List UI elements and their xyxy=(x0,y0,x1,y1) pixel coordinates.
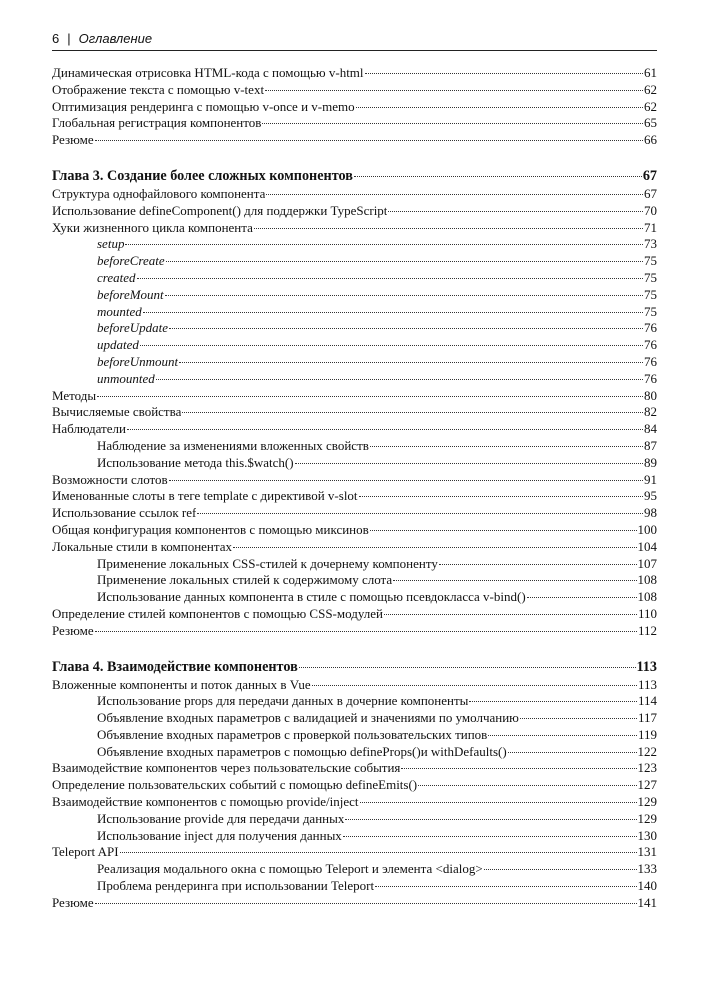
entry-title: Отображение текста с помощью v-text xyxy=(52,81,265,97)
toc-entry[interactable] xyxy=(52,287,657,304)
entry-page-number: 117 xyxy=(637,710,657,726)
toc-entry[interactable] xyxy=(52,421,657,438)
entry-page-number: 140 xyxy=(637,878,657,894)
entry-page-number: 76 xyxy=(644,320,657,336)
dot-leader xyxy=(169,328,643,329)
dot-leader xyxy=(165,295,643,296)
entry-page-number: 113 xyxy=(637,676,657,692)
entry-title: beforeMount xyxy=(97,286,164,302)
toc-entry[interactable] xyxy=(52,710,657,727)
dot-leader xyxy=(365,73,643,74)
entry-title: Использование props для передачи данных в дочерние компоненты xyxy=(97,693,469,709)
header-separator: | xyxy=(67,31,71,46)
dot-leader xyxy=(156,379,643,380)
dot-leader xyxy=(354,176,642,177)
entry-page-number: 70 xyxy=(644,202,657,218)
entry-title: Резюме xyxy=(52,894,94,910)
toc-entry[interactable] xyxy=(52,505,657,522)
dot-leader xyxy=(508,752,637,753)
toc-entry[interactable] xyxy=(52,472,657,489)
entry-page-number: 65 xyxy=(644,115,657,131)
toc-entry[interactable] xyxy=(52,760,657,777)
entry-page-number: 123 xyxy=(637,760,657,776)
entry-page-number: 131 xyxy=(637,844,657,860)
entry-title: Методы xyxy=(52,387,97,403)
entry-title: Общая конфигурация компонентов с помощью миксинов xyxy=(52,521,369,537)
entry-page-number: 112 xyxy=(637,622,657,638)
entry-page-number: 108 xyxy=(637,572,657,588)
toc-entry[interactable] xyxy=(52,744,657,761)
toc-entry[interactable] xyxy=(52,556,657,573)
entry-page-number: 76 xyxy=(644,353,657,369)
entry-page-number: 82 xyxy=(644,404,657,420)
entry-title: Объявление входных параметров с проверкой пользовательских типов xyxy=(97,726,488,742)
dot-leader xyxy=(137,278,644,279)
entry-title: Локальные стили в компонентах xyxy=(52,538,233,554)
dot-leader xyxy=(95,631,637,632)
dot-leader xyxy=(356,107,643,108)
dot-leader xyxy=(140,345,643,346)
entry-page-number: 129 xyxy=(637,810,657,826)
entry-page-number: 89 xyxy=(644,454,657,470)
entry-title: Определение стилей компонентов с помощью CSS-модулей xyxy=(52,605,383,621)
toc-entry[interactable] xyxy=(52,572,657,589)
toc-entry[interactable] xyxy=(52,828,657,845)
toc-entry[interactable] xyxy=(52,589,657,606)
entry-title: Реализация модального окна с помощью Teleport и элемента <dialog> xyxy=(97,861,483,877)
entry-page-number: 114 xyxy=(637,693,657,709)
toc-entry[interactable] xyxy=(52,455,657,472)
toc-entry[interactable] xyxy=(52,895,657,912)
entry-page-number: 61 xyxy=(644,65,657,80)
entry-title: Хуки жизненного цикла компонента xyxy=(52,219,253,235)
entry-title: Объявление входных параметров с валидацией и значениями по умолчанию xyxy=(97,710,519,726)
entry-page-number: 62 xyxy=(644,81,657,97)
entry-title: Именованные слоты в теге template с директивой v-slot xyxy=(52,488,358,504)
entry-page-number: 100 xyxy=(637,521,657,537)
entry-title: beforeUpdate xyxy=(97,320,168,336)
toc-entry[interactable] xyxy=(52,115,657,132)
dot-leader xyxy=(295,463,643,464)
toc-entry[interactable] xyxy=(52,777,657,794)
entry-title: Использование provide для передачи данных xyxy=(97,810,345,826)
dot-leader xyxy=(401,768,636,769)
entry-title: Наблюдатели xyxy=(52,421,126,437)
dot-leader xyxy=(299,667,636,668)
entry-page-number: 87 xyxy=(644,437,657,453)
toc-entry[interactable] xyxy=(52,878,657,895)
entry-title: Применение локальных стилей к содержимому слота xyxy=(97,572,393,588)
entry-page-number: 107 xyxy=(637,555,657,571)
entry-title: setup xyxy=(97,236,125,252)
toc-entry[interactable] xyxy=(52,270,657,287)
entry-page-number: 75 xyxy=(644,269,657,285)
dot-leader xyxy=(312,685,637,686)
entry-title: unmounted xyxy=(97,370,155,386)
dot-leader xyxy=(95,903,637,904)
entry-title: mounted xyxy=(97,303,142,319)
toc-entry[interactable] xyxy=(52,253,657,270)
entry-page-number: 71 xyxy=(644,219,657,235)
toc-entry[interactable] xyxy=(52,539,657,556)
dot-leader xyxy=(179,362,643,363)
toc-entry[interactable] xyxy=(52,677,657,694)
toc-entry[interactable] xyxy=(52,65,657,82)
toc-entry[interactable] xyxy=(52,388,657,405)
dot-leader xyxy=(143,312,643,313)
entry-page-number: 95 xyxy=(644,488,657,504)
entry-page-number: 110 xyxy=(637,605,657,621)
entry-title: updated xyxy=(97,337,139,353)
entry-title: Применение локальных CSS-стилей к дочернему компоненту xyxy=(97,555,438,571)
dot-leader xyxy=(375,886,636,887)
toc-entry[interactable] xyxy=(52,861,657,878)
entry-title: Оптимизация рендеринга с помощью v-once и v-memo xyxy=(52,98,355,114)
dot-leader xyxy=(469,701,637,702)
toc-entry[interactable] xyxy=(52,99,657,116)
dot-leader xyxy=(360,802,637,803)
toc-entry[interactable] xyxy=(52,132,657,149)
dot-leader xyxy=(169,480,643,481)
dot-leader xyxy=(266,194,643,195)
dot-leader xyxy=(127,429,643,430)
toc-entry[interactable] xyxy=(52,404,657,421)
toc-entry[interactable] xyxy=(52,438,657,455)
dot-leader xyxy=(359,496,643,497)
dot-leader xyxy=(233,547,636,548)
entry-page-number: 75 xyxy=(644,286,657,302)
entry-page-number: 133 xyxy=(637,861,657,877)
dot-leader xyxy=(439,564,637,565)
dot-leader xyxy=(197,513,643,514)
toc-chapter-entry[interactable] xyxy=(52,167,657,186)
toc-entry[interactable] xyxy=(52,693,657,710)
dot-leader xyxy=(343,836,637,837)
entry-page-number: 119 xyxy=(637,726,657,742)
entry-page-number: 84 xyxy=(644,421,657,437)
header-title: Оглавление xyxy=(78,31,153,46)
entry-title: Определение пользовательских событий с помощью defineEmits() xyxy=(52,777,418,793)
toc-entry[interactable] xyxy=(52,522,657,539)
dot-leader xyxy=(370,530,637,531)
dot-leader xyxy=(265,90,643,91)
dot-leader xyxy=(370,446,643,447)
toc-chapter-entry[interactable] xyxy=(52,658,657,677)
toc-entry[interactable] xyxy=(52,203,657,220)
toc-entry[interactable] xyxy=(52,794,657,811)
entry-page-number: 122 xyxy=(637,743,657,759)
toc-entry[interactable] xyxy=(52,304,657,321)
entry-title: Глава 3. Создание более сложных компонентов xyxy=(52,167,353,184)
dot-leader xyxy=(254,228,643,229)
dot-leader xyxy=(384,614,637,615)
entry-title: Наблюдение за изменениями вложенных свойств xyxy=(97,437,369,453)
entry-page-number: 130 xyxy=(637,827,657,843)
entry-page-number: 129 xyxy=(637,794,657,810)
entry-page-number: 76 xyxy=(644,370,657,386)
dot-leader xyxy=(262,123,643,124)
dot-leader xyxy=(125,244,643,245)
entry-page-number: 75 xyxy=(644,253,657,269)
entry-title: Резюме xyxy=(52,622,94,638)
entry-page-number: 104 xyxy=(637,538,657,554)
dot-leader xyxy=(484,869,637,870)
entry-page-number: 98 xyxy=(644,505,657,521)
dot-leader xyxy=(345,819,636,820)
section-gap xyxy=(52,149,657,167)
entry-title: Резюме xyxy=(52,132,94,148)
entry-page-number: 80 xyxy=(644,387,657,403)
entry-title: Использование inject для получения данных xyxy=(97,827,342,843)
entry-page-number: 113 xyxy=(636,658,657,675)
entry-page-number: 108 xyxy=(637,589,657,605)
entry-title: Глобальная регистрация компонентов xyxy=(52,115,262,131)
toc-entry[interactable] xyxy=(52,82,657,99)
entry-title: Вычисляемые свойства xyxy=(52,404,182,420)
entry-page-number: 141 xyxy=(637,894,657,910)
entry-title: created xyxy=(97,269,136,285)
entry-title: beforeUnmount xyxy=(97,353,179,369)
dot-leader xyxy=(95,140,643,141)
entry-title: Глава 4. Взаимодействие компонентов xyxy=(52,658,298,675)
entry-title: Teleport API xyxy=(52,844,119,860)
toc-entry[interactable] xyxy=(52,236,657,253)
dot-leader xyxy=(488,735,637,736)
entry-page-number: 66 xyxy=(644,132,657,148)
entry-page-number: 91 xyxy=(644,471,657,487)
dot-leader xyxy=(393,580,636,581)
dot-leader xyxy=(182,412,643,413)
entry-title: Взаимодействие компонентов с помощью provide/inject xyxy=(52,794,359,810)
entry-title: Проблема рендеринга при использовании Teleport xyxy=(97,878,375,894)
table-of-contents xyxy=(52,65,657,912)
running-header xyxy=(52,30,657,51)
entry-title: beforeCreate xyxy=(97,253,165,269)
toc-entry[interactable] xyxy=(52,488,657,505)
dot-leader xyxy=(388,211,643,212)
toc-entry[interactable] xyxy=(52,811,657,828)
dot-leader xyxy=(166,261,643,262)
entry-title: Использование defineComponent() для поддержки TypeScript xyxy=(52,202,388,218)
toc-entry[interactable] xyxy=(52,320,657,337)
dot-leader xyxy=(527,597,637,598)
toc-entry[interactable] xyxy=(52,623,657,640)
page-number: 6 xyxy=(52,31,60,46)
toc-entry[interactable] xyxy=(52,844,657,861)
entry-page-number: 67 xyxy=(644,185,657,201)
entry-page-number: 73 xyxy=(644,236,657,252)
entry-title: Использование данных компонента в стиле с помощью псевдокласса v-bind() xyxy=(97,589,526,605)
section-gap xyxy=(52,640,657,658)
entry-title: Возможности слотов xyxy=(52,471,168,487)
dot-leader xyxy=(418,785,636,786)
toc-entry[interactable] xyxy=(52,371,657,388)
dot-leader xyxy=(97,396,643,397)
toc-entry[interactable] xyxy=(52,354,657,371)
toc-entry[interactable] xyxy=(52,186,657,203)
entry-page-number: 127 xyxy=(637,777,657,793)
entry-title: Структура однофайлового компонента xyxy=(52,185,266,201)
entry-page-number: 62 xyxy=(644,98,657,114)
toc-entry[interactable] xyxy=(52,220,657,237)
dot-leader xyxy=(520,718,637,719)
entry-page-number: 75 xyxy=(644,303,657,319)
entry-title: Объявление входных параметров с помощью defineProps()и withDefaults() xyxy=(97,743,507,759)
toc-entry[interactable] xyxy=(52,606,657,623)
entry-title: Взаимодействие компонентов через пользовательские события xyxy=(52,760,401,776)
entry-title: Использование метода this.$watch() xyxy=(97,454,294,470)
toc-entry[interactable] xyxy=(52,337,657,354)
entry-page-number: 76 xyxy=(644,337,657,353)
entry-title: Вложенные компоненты и поток данных в Vue xyxy=(52,676,311,692)
entry-title: Использование ссылок ref xyxy=(52,505,197,521)
dot-leader xyxy=(120,852,637,853)
toc-entry[interactable] xyxy=(52,727,657,744)
entry-page-number: 67 xyxy=(642,167,657,184)
entry-title: Динамическая отрисовка HTML-кода с помощью v-html xyxy=(52,65,364,80)
